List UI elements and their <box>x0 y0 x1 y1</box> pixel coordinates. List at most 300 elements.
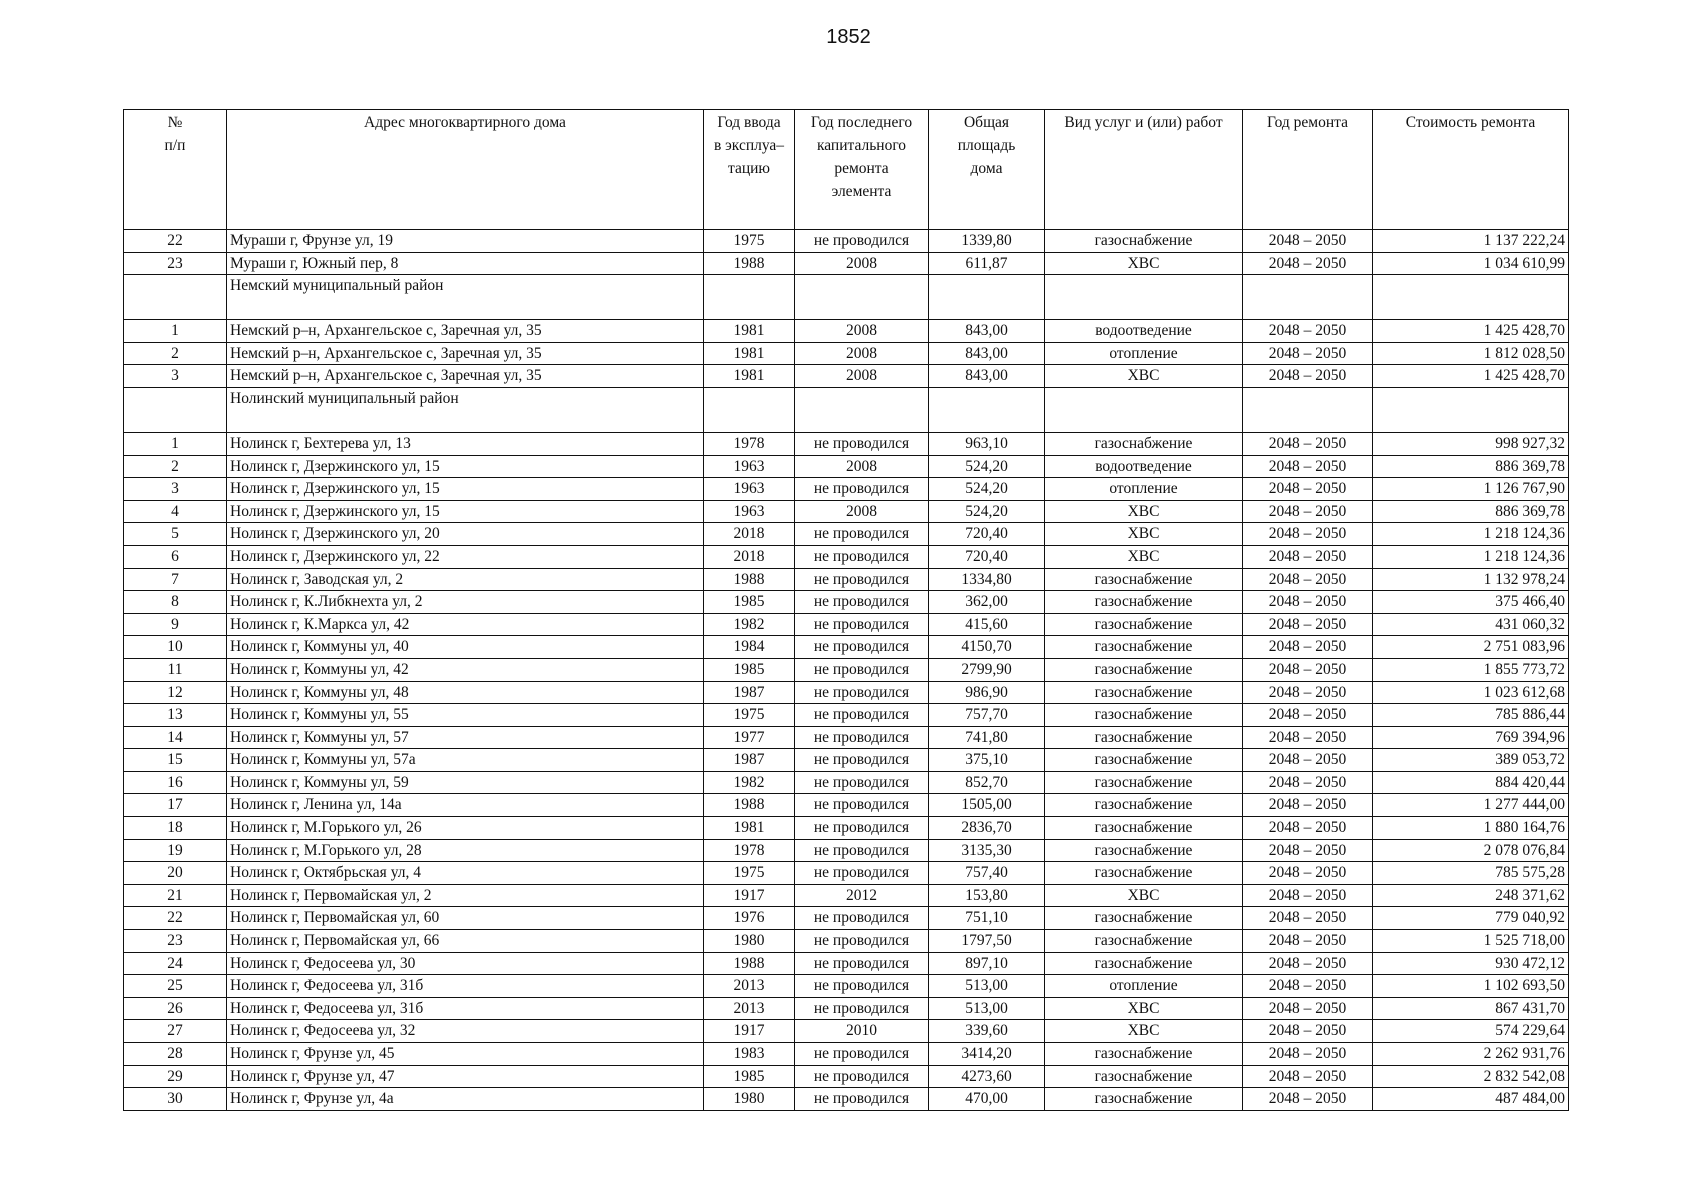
cell-total-area: 362,00 <box>929 591 1045 614</box>
cell-number: 2 <box>124 342 227 365</box>
cell-commission-year: 1976 <box>704 907 795 930</box>
cell-total-area: 757,40 <box>929 862 1045 885</box>
table-row <box>124 523 1569 546</box>
cell-number: 1 <box>124 432 227 455</box>
cell-number: 18 <box>124 817 227 840</box>
cell-commission-year: 1985 <box>704 658 795 681</box>
cell-service-type: газоснабжение <box>1045 839 1243 862</box>
cell-last-repair-year: 2008 <box>795 342 929 365</box>
cell-address: Нолинск г, Коммуны ул, 48 <box>227 681 704 704</box>
cell-repair-year: 2048 – 2050 <box>1243 658 1373 681</box>
cell-address: Нолинск г, Дзержинского ул, 15 <box>227 500 704 523</box>
cell-commission-year: 1982 <box>704 613 795 636</box>
empty-cell <box>1373 387 1569 432</box>
table-row <box>124 658 1569 681</box>
empty-cell <box>795 275 929 320</box>
cell-address: Нолинск г, Федосеева ул, 31б <box>227 997 704 1020</box>
cell-address: Нолинск г, Коммуны ул, 57а <box>227 749 704 772</box>
cell-repair-cost: 1 218 124,36 <box>1373 523 1569 546</box>
cell-address: Нолинск г, Октябрьская ул, 4 <box>227 862 704 885</box>
cell-commission-year: 1963 <box>704 455 795 478</box>
cell-repair-cost: 1 277 444,00 <box>1373 794 1569 817</box>
cell-last-repair-year: не проводился <box>795 794 929 817</box>
table-row <box>124 704 1569 727</box>
cell-address: Мураши г, Фрунзе ул, 19 <box>227 230 704 253</box>
cell-repair-year: 2048 – 2050 <box>1243 704 1373 727</box>
cell-service-type: отопление <box>1045 478 1243 501</box>
cell-last-repair-year: не проводился <box>795 523 929 546</box>
cell-last-repair-year: не проводился <box>795 975 929 998</box>
cell-number: 4 <box>124 500 227 523</box>
cell-number: 3 <box>124 365 227 388</box>
empty-cell <box>795 387 929 432</box>
cell-service-type: газоснабжение <box>1045 862 1243 885</box>
cell-service-type: газоснабжение <box>1045 230 1243 253</box>
cell-last-repair-year: не проводился <box>795 704 929 727</box>
cell-address: Немский р–н, Архангельское с, Заречная ул, 35 <box>227 320 704 343</box>
cell-last-repair-year: не проводился <box>795 591 929 614</box>
cell-repair-cost: 1 102 693,50 <box>1373 975 1569 998</box>
cell-repair-cost: 431 060,32 <box>1373 613 1569 636</box>
cell-total-area: 963,10 <box>929 432 1045 455</box>
cell-total-area: 843,00 <box>929 320 1045 343</box>
cell-last-repair-year: не проводился <box>795 545 929 568</box>
cell-total-area: 2799,90 <box>929 658 1045 681</box>
cell-total-area: 375,10 <box>929 749 1045 772</box>
cell-service-type: газоснабжение <box>1045 636 1243 659</box>
cell-service-type: газоснабжение <box>1045 771 1243 794</box>
table-row <box>124 230 1569 253</box>
cell-commission-year: 1981 <box>704 817 795 840</box>
cell-repair-cost: 248 371,62 <box>1373 884 1569 907</box>
cell-address: Нолинск г, Коммуны ул, 59 <box>227 771 704 794</box>
cell-number: 24 <box>124 952 227 975</box>
cell-number: 21 <box>124 884 227 907</box>
cell-repair-cost: 1 812 028,50 <box>1373 342 1569 365</box>
cell-total-area: 513,00 <box>929 975 1045 998</box>
cell-address: Нолинск г, Фрунзе ул, 45 <box>227 1043 704 1066</box>
cell-address: Нолинск г, М.Горького ул, 28 <box>227 839 704 862</box>
table-row <box>124 862 1569 885</box>
cell-repair-cost: 2 832 542,08 <box>1373 1065 1569 1088</box>
cell-service-type: ХВС <box>1045 500 1243 523</box>
cell-last-repair-year: не проводился <box>795 839 929 862</box>
cell-repair-cost: 1 880 164,76 <box>1373 817 1569 840</box>
cell-number: 22 <box>124 907 227 930</box>
cell-repair-cost: 1 525 718,00 <box>1373 930 1569 953</box>
table-row <box>124 252 1569 275</box>
cell-number: 7 <box>124 568 227 591</box>
cell-number: 1 <box>124 320 227 343</box>
cell-repair-year: 2048 – 2050 <box>1243 930 1373 953</box>
cell-number: 25 <box>124 975 227 998</box>
cell-last-repair-year: 2008 <box>795 365 929 388</box>
cell-service-type: газоснабжение <box>1045 432 1243 455</box>
cell-address: Нолинск г, Коммуны ул, 57 <box>227 726 704 749</box>
table-row <box>124 478 1569 501</box>
cell-repair-year: 2048 – 2050 <box>1243 1065 1373 1088</box>
cell-number: 28 <box>124 1043 227 1066</box>
table-row <box>124 636 1569 659</box>
cell-last-repair-year: не проводился <box>795 478 929 501</box>
cell-commission-year: 1963 <box>704 500 795 523</box>
cell-address: Нолинск г, Федосеева ул, 32 <box>227 1020 704 1043</box>
cell-repair-cost: 1 425 428,70 <box>1373 320 1569 343</box>
cell-address: Нолинск г, Федосеева ул, 31б <box>227 975 704 998</box>
cell-address: Нолинск г, Заводская ул, 2 <box>227 568 704 591</box>
cell-commission-year: 1988 <box>704 794 795 817</box>
cell-service-type: газоснабжение <box>1045 613 1243 636</box>
cell-last-repair-year: не проводился <box>795 681 929 704</box>
cell-repair-year: 2048 – 2050 <box>1243 839 1373 862</box>
cell-commission-year: 2013 <box>704 997 795 1020</box>
empty-cell <box>1243 387 1373 432</box>
cell-last-repair-year: 2008 <box>795 455 929 478</box>
cell-address: Нолинск г, К.Либкнехта ул, 2 <box>227 591 704 614</box>
cell-total-area: 1505,00 <box>929 794 1045 817</box>
cell-number: 23 <box>124 252 227 275</box>
cell-service-type: газоснабжение <box>1045 930 1243 953</box>
cell-service-type: газоснабжение <box>1045 591 1243 614</box>
cell-repair-year: 2048 – 2050 <box>1243 342 1373 365</box>
cell-repair-year: 2048 – 2050 <box>1243 230 1373 253</box>
cell-repair-cost: 487 484,00 <box>1373 1088 1569 1111</box>
cell-repair-cost: 1 218 124,36 <box>1373 545 1569 568</box>
cell-number: 29 <box>124 1065 227 1088</box>
table-row <box>124 930 1569 953</box>
cell-service-type: отопление <box>1045 342 1243 365</box>
cell-commission-year: 1985 <box>704 1065 795 1088</box>
cell-address: Нолинск г, Дзержинского ул, 20 <box>227 523 704 546</box>
cell-repair-year: 2048 – 2050 <box>1243 997 1373 1020</box>
cell-number: 19 <box>124 839 227 862</box>
cell-last-repair-year: не проводился <box>795 1088 929 1111</box>
cell-repair-cost: 1 126 767,90 <box>1373 478 1569 501</box>
cell-total-area: 843,00 <box>929 342 1045 365</box>
cell-repair-cost: 779 040,92 <box>1373 907 1569 930</box>
cell-repair-cost: 2 751 083,96 <box>1373 636 1569 659</box>
cell-commission-year: 1981 <box>704 342 795 365</box>
cell-repair-year: 2048 – 2050 <box>1243 252 1373 275</box>
cell-address: Нолинск г, Первомайская ул, 2 <box>227 884 704 907</box>
cell-repair-year: 2048 – 2050 <box>1243 1043 1373 1066</box>
cell-total-area: 524,20 <box>929 455 1045 478</box>
cell-repair-cost: 930 472,12 <box>1373 952 1569 975</box>
cell-service-type: газоснабжение <box>1045 1088 1243 1111</box>
cell-number: 23 <box>124 930 227 953</box>
cell-number: 3 <box>124 478 227 501</box>
cell-total-area: 1334,80 <box>929 568 1045 591</box>
cell-last-repair-year: не проводился <box>795 636 929 659</box>
cell-number: 15 <box>124 749 227 772</box>
cell-service-type: газоснабжение <box>1045 704 1243 727</box>
cell-commission-year: 1978 <box>704 432 795 455</box>
region-row <box>124 387 1569 432</box>
table-row <box>124 320 1569 343</box>
cell-repair-cost: 886 369,78 <box>1373 500 1569 523</box>
cell-repair-year: 2048 – 2050 <box>1243 636 1373 659</box>
table-row <box>124 907 1569 930</box>
cell-last-repair-year: не проводился <box>795 658 929 681</box>
cell-repair-year: 2048 – 2050 <box>1243 613 1373 636</box>
table-row <box>124 884 1569 907</box>
cell-repair-cost: 1 132 978,24 <box>1373 568 1569 591</box>
cell-service-type: газоснабжение <box>1045 952 1243 975</box>
empty-cell <box>704 275 795 320</box>
empty-cell <box>1373 275 1569 320</box>
cell-commission-year: 1977 <box>704 726 795 749</box>
cell-repair-cost: 2 262 931,76 <box>1373 1043 1569 1066</box>
cell-last-repair-year: не проводился <box>795 1043 929 1066</box>
cell-address: Нолинск г, Дзержинского ул, 22 <box>227 545 704 568</box>
cell-address: Нолинск г, К.Маркса ул, 42 <box>227 613 704 636</box>
table-row <box>124 839 1569 862</box>
table-body <box>124 230 1569 1111</box>
cell-total-area: 741,80 <box>929 726 1045 749</box>
cell-commission-year: 1975 <box>704 704 795 727</box>
cell-repair-year: 2048 – 2050 <box>1243 568 1373 591</box>
repair-table <box>123 109 1569 1111</box>
cell-service-type: ХВС <box>1045 545 1243 568</box>
cell-service-type: газоснабжение <box>1045 794 1243 817</box>
cell-commission-year: 1987 <box>704 681 795 704</box>
cell-address: Нолинск г, Дзержинского ул, 15 <box>227 478 704 501</box>
cell-total-area: 470,00 <box>929 1088 1045 1111</box>
cell-repair-cost: 389 053,72 <box>1373 749 1569 772</box>
cell-number: 12 <box>124 681 227 704</box>
cell-last-repair-year: не проводился <box>795 749 929 772</box>
cell-repair-year: 2048 – 2050 <box>1243 1088 1373 1111</box>
cell-service-type: ХВС <box>1045 252 1243 275</box>
cell-service-type: газоснабжение <box>1045 568 1243 591</box>
cell-repair-year: 2048 – 2050 <box>1243 907 1373 930</box>
region-name: Немский муниципальный район <box>227 275 704 320</box>
cell-repair-cost: 1 425 428,70 <box>1373 365 1569 388</box>
cell-repair-year: 2048 – 2050 <box>1243 478 1373 501</box>
table-row <box>124 613 1569 636</box>
table-row <box>124 1088 1569 1111</box>
cell-commission-year: 2018 <box>704 523 795 546</box>
cell-commission-year: 1982 <box>704 771 795 794</box>
region-row <box>124 275 1569 320</box>
cell-service-type: водоотведение <box>1045 455 1243 478</box>
cell-commission-year: 1983 <box>704 1043 795 1066</box>
cell-repair-year: 2048 – 2050 <box>1243 681 1373 704</box>
cell-commission-year: 1980 <box>704 1088 795 1111</box>
cell-repair-year: 2048 – 2050 <box>1243 726 1373 749</box>
table-row <box>124 500 1569 523</box>
cell-number: 22 <box>124 230 227 253</box>
cell-last-repair-year: не проводился <box>795 771 929 794</box>
cell-repair-cost: 884 420,44 <box>1373 771 1569 794</box>
cell-total-area: 513,00 <box>929 997 1045 1020</box>
cell-repair-year: 2048 – 2050 <box>1243 975 1373 998</box>
cell-total-area: 757,70 <box>929 704 1045 727</box>
cell-service-type: газоснабжение <box>1045 907 1243 930</box>
cell-repair-cost: 1 023 612,68 <box>1373 681 1569 704</box>
empty-cell <box>1243 275 1373 320</box>
cell-total-area: 3414,20 <box>929 1043 1045 1066</box>
cell-commission-year: 1988 <box>704 568 795 591</box>
cell-total-area: 415,60 <box>929 613 1045 636</box>
cell-number: 14 <box>124 726 227 749</box>
empty-cell <box>929 387 1045 432</box>
cell-address: Нолинск г, Коммуны ул, 40 <box>227 636 704 659</box>
empty-cell <box>124 275 227 320</box>
empty-cell <box>704 387 795 432</box>
table-row <box>124 365 1569 388</box>
empty-cell <box>1045 387 1243 432</box>
table-row <box>124 681 1569 704</box>
cell-number: 11 <box>124 658 227 681</box>
cell-last-repair-year: 2008 <box>795 320 929 343</box>
cell-total-area: 2836,70 <box>929 817 1045 840</box>
cell-last-repair-year: не проводился <box>795 907 929 930</box>
cell-total-area: 1339,80 <box>929 230 1045 253</box>
cell-address: Нолинск г, Первомайская ул, 60 <box>227 907 704 930</box>
empty-cell <box>124 387 227 432</box>
cell-address: Нолинск г, Федосеева ул, 30 <box>227 952 704 975</box>
cell-number: 2 <box>124 455 227 478</box>
cell-total-area: 751,10 <box>929 907 1045 930</box>
cell-address: Нолинск г, Ленина ул, 14а <box>227 794 704 817</box>
table-row <box>124 1020 1569 1043</box>
cell-repair-year: 2048 – 2050 <box>1243 591 1373 614</box>
cell-total-area: 4150,70 <box>929 636 1045 659</box>
header-total-area: Общая площадь дома <box>929 110 1045 230</box>
cell-address: Нолинск г, Фрунзе ул, 47 <box>227 1065 704 1088</box>
cell-commission-year: 1988 <box>704 252 795 275</box>
table-row <box>124 568 1569 591</box>
cell-last-repair-year: 2012 <box>795 884 929 907</box>
cell-address: Нолинск г, Коммуны ул, 42 <box>227 658 704 681</box>
region-name: Нолинский муниципальный район <box>227 387 704 432</box>
cell-last-repair-year: 2008 <box>795 252 929 275</box>
cell-service-type: ХВС <box>1045 365 1243 388</box>
cell-number: 20 <box>124 862 227 885</box>
cell-total-area: 4273,60 <box>929 1065 1045 1088</box>
cell-repair-year: 2048 – 2050 <box>1243 523 1373 546</box>
cell-repair-cost: 769 394,96 <box>1373 726 1569 749</box>
table-row <box>124 794 1569 817</box>
cell-repair-year: 2048 – 2050 <box>1243 432 1373 455</box>
table-row <box>124 817 1569 840</box>
cell-service-type: газоснабжение <box>1045 1065 1243 1088</box>
cell-service-type: ХВС <box>1045 523 1243 546</box>
cell-last-repair-year: 2010 <box>795 1020 929 1043</box>
cell-repair-cost: 1 137 222,24 <box>1373 230 1569 253</box>
cell-service-type: газоснабжение <box>1045 726 1243 749</box>
cell-service-type: газоснабжение <box>1045 1043 1243 1066</box>
cell-total-area: 720,40 <box>929 545 1045 568</box>
cell-last-repair-year: 2008 <box>795 500 929 523</box>
cell-service-type: газоснабжение <box>1045 658 1243 681</box>
cell-last-repair-year: не проводился <box>795 862 929 885</box>
cell-repair-cost: 785 886,44 <box>1373 704 1569 727</box>
cell-total-area: 524,20 <box>929 478 1045 501</box>
empty-cell <box>929 275 1045 320</box>
cell-repair-year: 2048 – 2050 <box>1243 749 1373 772</box>
table-row <box>124 975 1569 998</box>
header-number: № п/п <box>124 110 227 230</box>
cell-repair-year: 2048 – 2050 <box>1243 771 1373 794</box>
cell-address: Немский р–н, Архангельское с, Заречная ул, 35 <box>227 365 704 388</box>
table-row <box>124 749 1569 772</box>
table-row <box>124 726 1569 749</box>
cell-repair-year: 2048 – 2050 <box>1243 817 1373 840</box>
cell-service-type: газоснабжение <box>1045 817 1243 840</box>
cell-last-repair-year: не проводился <box>795 230 929 253</box>
table-row <box>124 432 1569 455</box>
table-header-row <box>124 110 1569 230</box>
cell-number: 27 <box>124 1020 227 1043</box>
cell-number: 17 <box>124 794 227 817</box>
cell-repair-cost: 574 229,64 <box>1373 1020 1569 1043</box>
cell-address: Нолинск г, Первомайская ул, 66 <box>227 930 704 953</box>
cell-service-type: ХВС <box>1045 997 1243 1020</box>
cell-repair-year: 2048 – 2050 <box>1243 862 1373 885</box>
cell-commission-year: 1975 <box>704 230 795 253</box>
table-row <box>124 771 1569 794</box>
header-address: Адрес многоквартирного дома <box>227 110 704 230</box>
header-repair-year: Год ремонта <box>1243 110 1373 230</box>
cell-commission-year: 1978 <box>704 839 795 862</box>
cell-last-repair-year: не проводился <box>795 997 929 1020</box>
cell-total-area: 153,80 <box>929 884 1045 907</box>
table-row <box>124 997 1569 1020</box>
cell-number: 8 <box>124 591 227 614</box>
table-row <box>124 455 1569 478</box>
cell-total-area: 3135,30 <box>929 839 1045 862</box>
cell-total-area: 897,10 <box>929 952 1045 975</box>
table-row <box>124 545 1569 568</box>
table-row <box>124 1043 1569 1066</box>
cell-number: 26 <box>124 997 227 1020</box>
cell-repair-year: 2048 – 2050 <box>1243 1020 1373 1043</box>
cell-total-area: 1797,50 <box>929 930 1045 953</box>
cell-number: 10 <box>124 636 227 659</box>
cell-last-repair-year: не проводился <box>795 568 929 591</box>
cell-last-repair-year: не проводился <box>795 817 929 840</box>
cell-repair-cost: 375 466,40 <box>1373 591 1569 614</box>
cell-total-area: 986,90 <box>929 681 1045 704</box>
cell-repair-cost: 998 927,32 <box>1373 432 1569 455</box>
cell-last-repair-year: не проводился <box>795 1065 929 1088</box>
cell-repair-cost: 785 575,28 <box>1373 862 1569 885</box>
cell-repair-year: 2048 – 2050 <box>1243 952 1373 975</box>
cell-number: 6 <box>124 545 227 568</box>
cell-repair-year: 2048 – 2050 <box>1243 500 1373 523</box>
cell-address: Нолинск г, Фрунзе ул, 4а <box>227 1088 704 1111</box>
header-repair-cost: Стоимость ремонта <box>1373 110 1569 230</box>
cell-commission-year: 1917 <box>704 1020 795 1043</box>
cell-service-type: газоснабжение <box>1045 749 1243 772</box>
header-last-repair-year: Год последнего капитального ремонта элемента <box>795 110 929 230</box>
cell-commission-year: 1981 <box>704 320 795 343</box>
cell-address: Нолинск г, Бехтерева ул, 13 <box>227 432 704 455</box>
cell-commission-year: 1987 <box>704 749 795 772</box>
cell-repair-cost: 867 431,70 <box>1373 997 1569 1020</box>
cell-total-area: 524,20 <box>929 500 1045 523</box>
cell-service-type: ХВС <box>1045 1020 1243 1043</box>
cell-commission-year: 1981 <box>704 365 795 388</box>
cell-last-repair-year: не проводился <box>795 726 929 749</box>
cell-total-area: 611,87 <box>929 252 1045 275</box>
header-commission-year: Год ввода в эксплуа– тацию <box>704 110 795 230</box>
cell-service-type: водоотведение <box>1045 320 1243 343</box>
cell-repair-year: 2048 – 2050 <box>1243 794 1373 817</box>
cell-repair-cost: 1 855 773,72 <box>1373 658 1569 681</box>
